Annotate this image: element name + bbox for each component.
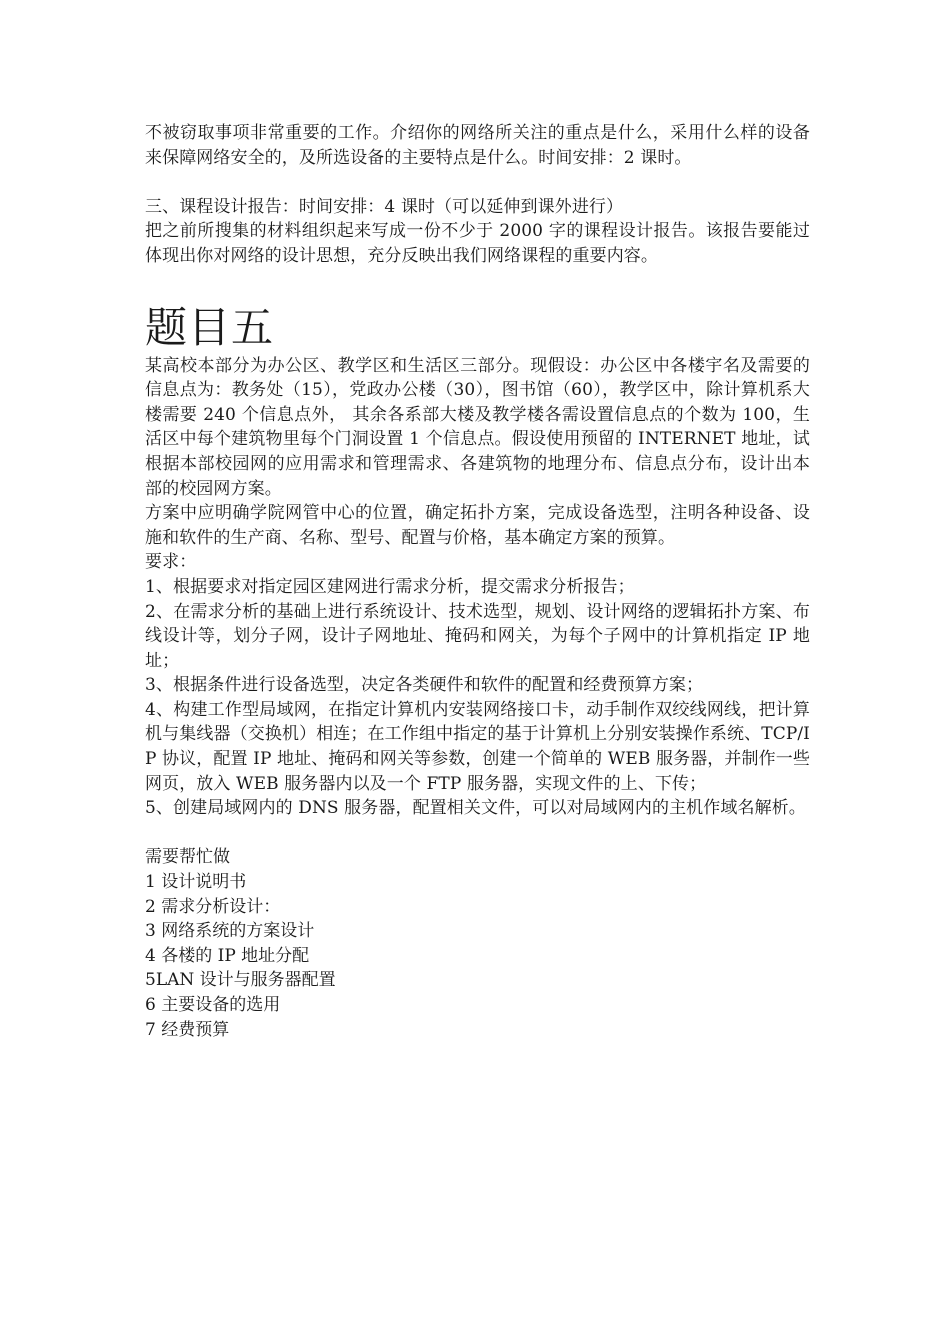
help-item: 7 经费预算 [145,1019,230,1040]
help-item: 5LAN 设计与服务器配置 [145,970,336,991]
section-3-heading: 三、课程设计报告：时间安排：4 课时（可以延伸到课外进行） [145,196,624,217]
help-item: 2 需求分析设计： [145,896,281,917]
help-label: 需要帮忙做 [145,847,230,868]
spacer [145,269,810,302]
document-page [145,121,810,1042]
spacer [145,170,810,195]
prev-paragraph-1: 不被窃取事项非常重要的工作。介绍你的网络所关注的重点是什么，采用什么样的设备来保障网络安全的，及所选设备的主要特点是什么。时间安排：2 课时。 [145,123,810,168]
prev-paragraph-2: 把之前所搜集的材料组织起来写成一份不少于 2000 字的课程设计报告。该报告要能过体现出你对网络的设计思想，充分反映出我们网络课程的重要内容。 [145,221,810,266]
help-item: 4 各楼的 IP 地址分配 [145,945,310,966]
requirement-item: 4、构建工作型局域网，在指定计算机内安装网络接口卡，动手制作双绞线网线，把计算机与集线器（交换机）相连；在工作组中指定的基于计算机上分别安装操作系统、TCP/IP 协议，配置 IP 地址、掩码和网关等参数，创建一个简单的 WEB 服务器，并制作一些网页，放入 WEB 服务器内以及一个 FTP 服务器，实现文件的上、下传； [145,699,810,794]
requirement-item: 3、根据条件进行设备选型，决定各类硬件和软件的配置和经费预算方案； [145,675,704,696]
intro-paragraph: 某高校本部分为办公区、教学区和生活区三部分。现假设：办公区中各楼宇名及需要的信息点为：教务处（15），党政办公楼（30），图书馆（60），教学区中，除计算机系大楼需要 240 个信息点外， 其余各系部大楼及教学楼各需设置信息点的个数为 100，生活区中每个建筑物里每个门洞设置 1 个信息点。假设使用预留的 INTERNET 地址，试根据本部校园网的应用需求和管理需求、各建筑物的地理分布、信息点分布，设计出本部的校园网方案。 [145,355,810,499]
scheme-paragraph: 方案中应明确学院网管中心的位置，确定拓扑方案，完成设备选型，注明各种设备、设施和软件的生产商、名称、型号、配置与价格，基本确定方案的预算。 [145,503,810,548]
help-item: 6 主要设备的选用 [145,995,281,1015]
requirement-item: 1、根据要求对指定园区建网进行需求分析，提交需求分析报告； [145,576,635,597]
help-item: 3 网络系统的方案设计 [145,921,315,942]
requirements-label: 要求： [145,552,197,573]
spacer [145,821,810,846]
requirement-item: 2、在需求分析的基础上进行系统设计、技术选型，规划、设计网络的逻辑拓扑方案、布线设计等，划分子网，设计子网地址、掩码和网关，为每个子网中的计算机指定 IP 地址； [145,601,810,671]
section-title: 题目五 [145,302,275,352]
help-item: 1 设计说明书 [145,872,247,893]
requirement-item: 5、创建局域网内的 DNS 服务器，配置相关文件，可以对局域网内的主机作域名解析。 [145,798,806,819]
